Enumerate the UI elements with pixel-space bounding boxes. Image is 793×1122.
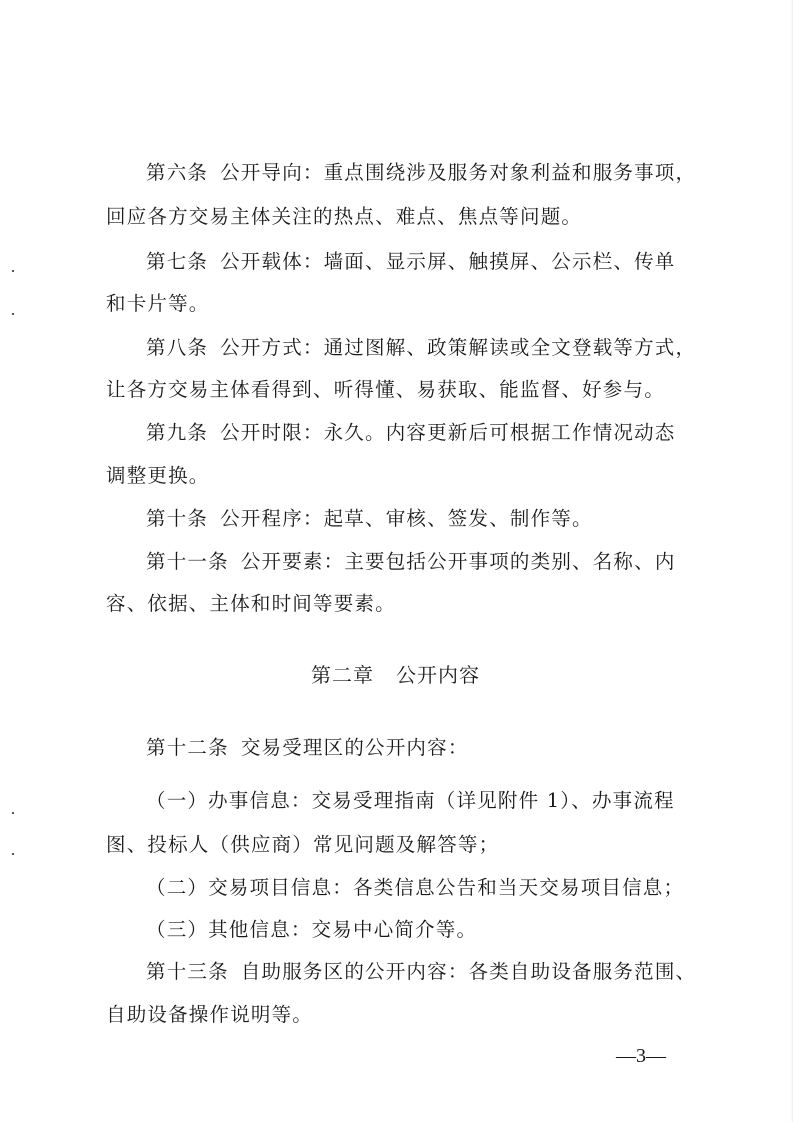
article-text: 公开导向：重点围绕涉及服务对象利益和服务事项， xyxy=(220,161,697,184)
binding-mark xyxy=(12,270,14,272)
article-heading: 第十二条 xyxy=(146,736,229,759)
article-12-item-1-line-1 xyxy=(146,787,675,815)
article-text: 自助服务区的公开内容：各类自助设备服务范围、 xyxy=(240,960,697,983)
article-9-line-2 xyxy=(106,462,210,490)
article-text: 交易受理区的公开内容： xyxy=(240,736,469,759)
binding-mark xyxy=(12,313,14,315)
binding-mark xyxy=(12,853,14,855)
article-12-item-1-line-2 xyxy=(106,831,499,859)
article-heading: 第十一条 xyxy=(146,550,229,573)
article-text: 让各方交易主体看得到、听得懂、易获取、能监督、好参与。 xyxy=(106,378,665,401)
article-text: （一）办事信息：交易受理指南（详见附件 1）、办事流程 xyxy=(146,789,675,812)
page-number: —3— xyxy=(616,1045,666,1067)
article-text: 容、依据、主体和时间等要素。 xyxy=(106,592,396,615)
article-12-item-2 xyxy=(146,874,684,902)
article-6-line-2 xyxy=(106,203,582,231)
article-text: 公开程序：起草、审核、签发、制作等。 xyxy=(220,507,593,530)
article-text: 回应各方交易主体关注的热点、难点、焦点等问题。 xyxy=(106,205,583,228)
article-heading: 第六条 xyxy=(146,161,209,184)
binding-mark xyxy=(12,812,14,814)
article-12-line-1 xyxy=(146,734,469,762)
chapter-heading xyxy=(311,661,480,689)
article-11-line-2 xyxy=(106,590,396,618)
article-heading: 第十三条 xyxy=(146,960,229,983)
chapter-title: 公开内容 xyxy=(396,663,480,687)
article-8-line-2 xyxy=(106,376,665,404)
article-12-item-3 xyxy=(146,916,477,944)
article-7-line-2 xyxy=(106,290,210,318)
article-text: （三）其他信息：交易中心简介等。 xyxy=(146,918,478,941)
article-text: 公开要素：主要包括公开事项的类别、名称、内 xyxy=(240,550,676,573)
article-text: 公开载体：墙面、显示屏、触摸屏、公示栏、传单 xyxy=(220,250,676,273)
article-10-line-1 xyxy=(146,505,593,533)
article-heading: 第十条 xyxy=(146,507,209,530)
chapter-number: 第二章 xyxy=(311,663,374,687)
article-11-line-1 xyxy=(146,548,676,576)
article-13-line-2 xyxy=(106,1001,313,1029)
article-text: 自助设备操作说明等。 xyxy=(106,1003,314,1026)
article-8-line-1 xyxy=(146,334,696,362)
article-9-line-1 xyxy=(146,419,676,447)
article-text: 和卡片等。 xyxy=(106,292,210,315)
article-text: 图、投标人（供应商）常见问题及解答等； xyxy=(106,833,500,856)
article-text: 公开方式：通过图解、政策解读或全文登载等方式， xyxy=(220,336,697,359)
article-heading: 第七条 xyxy=(146,250,209,273)
article-7-line-1 xyxy=(146,248,676,276)
article-13-line-1 xyxy=(146,958,696,986)
article-text: （二）交易项目信息：各类信息公告和当天交易项目信息； xyxy=(146,876,685,899)
article-6-line-1 xyxy=(146,159,696,187)
article-text: 公开时限：永久。内容更新后可根据工作情况动态 xyxy=(220,421,676,444)
article-heading: 第八条 xyxy=(146,336,209,359)
article-heading: 第九条 xyxy=(146,421,209,444)
article-text: 调整更换。 xyxy=(106,464,210,487)
